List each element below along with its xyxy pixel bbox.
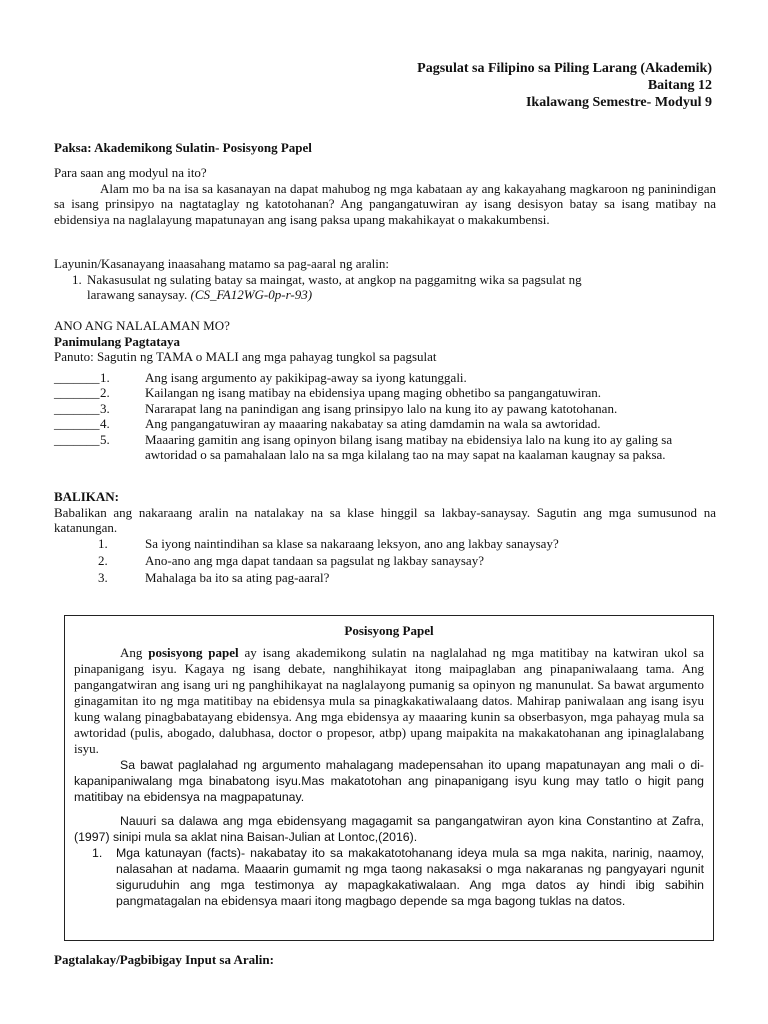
pretest-item <box>54 401 716 417</box>
box-p1-rest: ay isang akademikong sulatin na naglalahad ng mga matitibay na katwiran ukol sa pinapanigang isyu. Kagaya ng isang debate, nanghihikayat itong maipaglaban ang pinapaniwalaang tama. Ang pangangatwiran ang isang uri ng panghihikayat na naglalayong pumanig sa opinyon ng manunulat. Sa bawat argumento ginagamitan ito ng mga matitibay na ebidensya mula sa pinagkakatiwalaang datos. Mahirap paniwalaan ang isang isyu kung walang pinagbabatayang ebidensya. Ang mga ebidensya ay maaaring kunin sa obserbasyon, mga pahayag mula sa awtoridad (pulis, abogado, dalubhasa, doctor o propesor, atbp) upang maipakita na makakatohanan ang ipinaglalabang isyu. <box>74 645 704 756</box>
review-section <box>54 489 716 587</box>
box-list-item <box>74 845 704 909</box>
objective-line2: larawang sanaysay. <box>87 287 191 302</box>
header-subject: Pagsulat sa Filipino sa Piling Larang (Akademik) <box>417 61 712 76</box>
purpose-question: Para saan ang modyul na ito? <box>54 165 207 180</box>
objective-line1: Nakasusulat ng sulating batay sa maingat, wasto, at angkop na paggamitng wika sa pagsulat ng <box>87 271 582 287</box>
pretest-item <box>54 432 716 463</box>
pretest-list <box>54 370 716 463</box>
box-p1-lead: Ang <box>120 645 149 660</box>
review-question-number: 1. <box>98 535 108 551</box>
box-paragraph-2: Sa bawat paglalahad ng argumento mahalagang madepensahan ito upang mapatunayan ang mali o di-kapanipaniwalang mga binabatong isyu.Mas makatotohan ang pinapanigang isyu kung may tatlo o higit pang matitibay na ebidensya na magpapatunay. <box>74 758 704 804</box>
pretest-item <box>54 385 716 401</box>
review-intro: Babalikan ang nakaraang aralin na natalakay na sa klase hinggil sa lakbay-sanaysay. Sagutin ang mga sumusunod na katanungan. <box>54 504 716 535</box>
answer-blank[interactable]: _______ <box>54 431 100 447</box>
objective-item <box>54 272 716 303</box>
pretest-subheading: Panimulang Pagtataya <box>54 333 181 349</box>
discussion-heading: Pagtalakay/Pagbibigay Input sa Aralin: <box>54 952 274 967</box>
review-question <box>54 553 716 570</box>
review-question <box>54 536 716 553</box>
review-heading: BALIKAN: <box>54 489 120 504</box>
pretest-item-number: 2. <box>100 385 110 400</box>
review-question-text: Sa iyong naintindihan sa klase sa nakaraang leksyon, ano ang lakbay sanaysay? <box>145 535 559 551</box>
pretest-heading: ANO ANG NALALAMAN MO? <box>54 318 230 333</box>
box-list-text: Mga katunayan (facts)- nakabatay ito sa makakatotohanang ideya mula sa mga nakita, narinig, naamoy, nalasahan at nadama. Maaarin gumamit ng mga taong nakasaksi o mga nakaranas ng pangyayari ngunit siguruduhin ang mga testimonya ay mapagkakatiwalaan. Ang mga datos ay hindi ibig sabihin pangmatagalan na ebidensya maari itong magbago depende sa mga bagong tuklas na datos. <box>116 846 704 908</box>
pretest-item <box>54 416 716 432</box>
review-question-list <box>54 536 716 587</box>
pretest-item-number: 5. <box>100 431 110 447</box>
review-question-text: Ano-ano ang mga dapat tandaan sa pagsulat ng lakbay sanaysay? <box>145 552 484 568</box>
module-header <box>417 60 712 111</box>
header-semester: Ikalawang Semestre- Modyul 9 <box>525 95 712 110</box>
review-question-number: 3. <box>98 569 108 585</box>
box-list-number: 1. <box>92 846 103 860</box>
box-paragraph-1 <box>74 645 704 757</box>
pretest-item-number: 3. <box>100 400 110 416</box>
pretest-item-number: 4. <box>100 416 110 431</box>
review-question-number: 2. <box>98 552 108 568</box>
objective-number: 1. <box>72 271 82 287</box>
pretest-item-text: Nararapat lang na panindigan ang isang prinsipyo lalo na kung ito ay pawang katotohanan. <box>145 400 618 416</box>
purpose-body: Alam mo ba na isa sa kasanayan na dapat mahubog ng mga kabataan ay ang kakayahang magkaroon ng paninindigan sa isang prinsipyo na nagtataglay ng katotohanan? Ang pangangatuwiran ay isang desisyon batay sa isang matibay na ebidensiya na naglalayung mapatunayan ang isang paksa upang makahikayat o makakumbensi. <box>54 180 716 227</box>
box-p1-term: posisyong papel <box>148 645 239 660</box>
answer-blank[interactable]: _______ <box>54 416 100 431</box>
pretest-item-number: 1. <box>100 369 110 385</box>
answer-blank[interactable]: _______ <box>54 385 100 400</box>
review-question-text: Mahalaga ba ito sa ating pag-aaral? <box>145 569 330 585</box>
objective-code: (CS_FA12WG-0p-r-93) <box>190 287 313 302</box>
objectives-section <box>54 256 716 303</box>
purpose-section <box>54 165 716 227</box>
position-paper-box <box>64 615 714 941</box>
topic-heading: Paksa: Akademikong Sulatin- Posisyong Papel <box>54 140 312 155</box>
answer-blank[interactable]: _______ <box>54 369 100 385</box>
box-title: Posisyong Papel <box>344 623 434 638</box>
pretest-item <box>54 370 716 386</box>
pretest-item-text: Ang pangangatuwiran ay maaaring nakabatay sa ating damdamin na wala sa awtoridad. <box>145 416 601 431</box>
pretest-instructions: Panuto: Sagutin ng TAMA o MALI ang mga pahayag tungkol sa pagsulat <box>54 349 437 364</box>
box-paragraph-3: Nauuri sa dalawa ang mga ebidensyang magagamit sa pangangatwiran ayon kina Constantino at Zafra, (1997) sinipi mula sa aklat nina Baisan-Julian at Lontoc,(2016). <box>74 814 704 844</box>
header-grade: Baitang 12 <box>647 78 712 93</box>
answer-blank[interactable]: _______ <box>54 400 100 416</box>
pretest-section <box>54 318 716 463</box>
pretest-item-text: Kailangan ng isang matibay na ebidensiya upang maging obhetibo sa pangangatuwiran. <box>145 385 601 400</box>
objectives-heading: Layunin/Kasanayang inaasahang matamo sa pag-aaral ng aralin: <box>54 256 389 271</box>
pretest-item-text: Ang isang argumento ay pakikipag-away sa iyong katunggali. <box>145 369 467 385</box>
review-question <box>54 570 716 587</box>
pretest-item-text: Maaaring gamitin ang isang opinyon bilang isang matibay na ebidensiya lalo na kung ito ay galing sa awtoridad o sa pamahalaan lalo na sa mga kilalang tao na may sapat na kaalaman kaugnay sa paksa. <box>145 431 673 462</box>
